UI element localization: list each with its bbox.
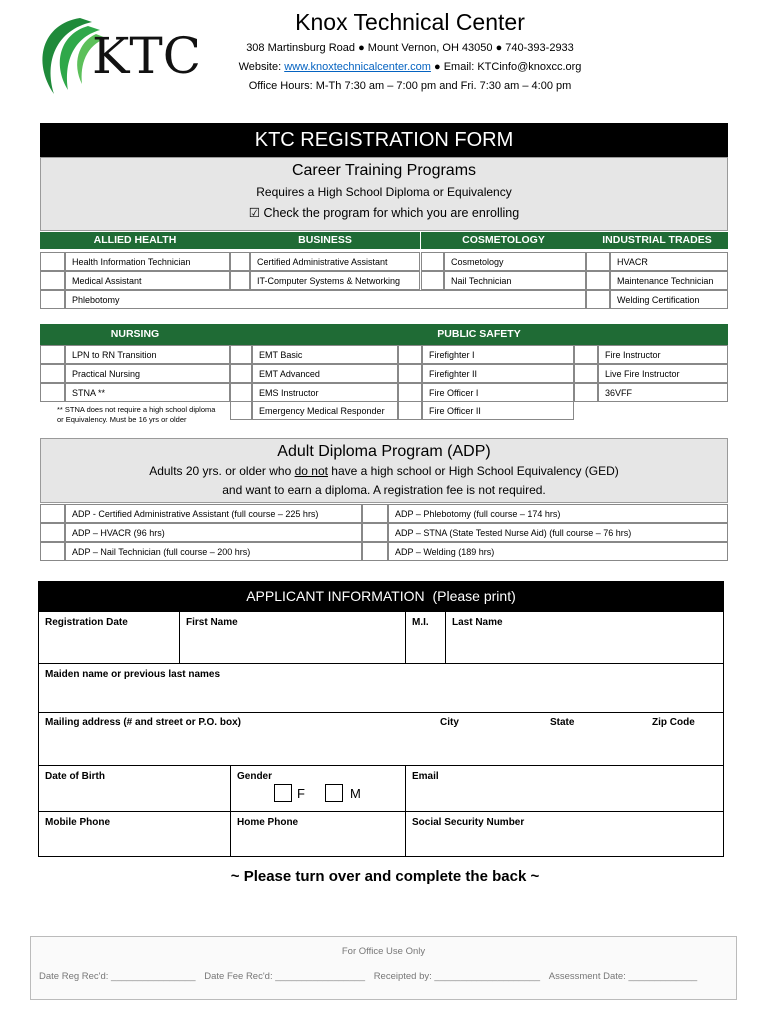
option-adp-left-3: ADP – Nail Technician (full course – 200 hrs) bbox=[65, 542, 362, 561]
registration-date-label: Registration Date bbox=[45, 617, 128, 628]
applicant-title: APPLICANT INFORMATION bbox=[246, 588, 425, 604]
maiden-name-field[interactable] bbox=[39, 664, 723, 713]
option-nursing-2: Practical Nursing bbox=[65, 364, 230, 383]
gender-m-checkbox[interactable] bbox=[325, 784, 343, 802]
mi-field[interactable] bbox=[406, 612, 446, 664]
checkbox-safety-1-2[interactable] bbox=[230, 364, 252, 383]
option-business-2: IT-Computer Systems & Networking bbox=[250, 271, 420, 290]
option-industrial-3: Welding Certification bbox=[610, 290, 728, 309]
adp-line-1u: do not bbox=[294, 464, 328, 478]
header-allied: ALLIED HEALTH bbox=[40, 232, 230, 249]
applicant-title-bar bbox=[38, 581, 724, 611]
gender-f-label: F bbox=[297, 786, 305, 801]
option-safety-2-2: Firefighter II bbox=[422, 364, 574, 383]
header bbox=[225, 8, 595, 96]
checkbox-business-1[interactable] bbox=[230, 252, 250, 271]
option-adp-left-1: ADP - Certified Administrative Assistant (full course – 225 hrs) bbox=[65, 504, 362, 523]
maiden-name-label: Maiden name or previous last names bbox=[45, 669, 221, 680]
dob-label: Date of Birth bbox=[45, 771, 105, 782]
adp-line-1 bbox=[41, 464, 727, 478]
mobile-phone-field[interactable] bbox=[39, 812, 231, 856]
checkbox-safety-1-4[interactable] bbox=[230, 401, 252, 420]
form-title: KTC REGISTRATION FORM bbox=[254, 129, 514, 151]
checkbox-safety-3-1[interactable] bbox=[574, 345, 598, 364]
registration-date-field[interactable] bbox=[39, 612, 180, 664]
website-link[interactable]: www.knoxtechnicalcenter.com bbox=[284, 61, 431, 73]
option-safety-1-3: EMS Instructor bbox=[252, 383, 398, 402]
last-name-field[interactable] bbox=[446, 612, 723, 664]
option-allied-1: Health Information Technician bbox=[65, 252, 230, 271]
checkbox-cosmetology-1[interactable] bbox=[421, 252, 444, 271]
checkbox-safety-1-3[interactable] bbox=[230, 383, 252, 402]
checkbox-adp-right-1[interactable] bbox=[362, 504, 388, 523]
ssn-field[interactable] bbox=[406, 812, 723, 856]
gender-m-label: M bbox=[350, 786, 361, 801]
option-safety-2-4: Fire Officer II bbox=[422, 401, 574, 420]
zip-label: Zip Code bbox=[652, 717, 695, 728]
checkbox-nursing-2[interactable] bbox=[40, 364, 65, 383]
turn-over-note: ~ Please turn over and complete the back ~ bbox=[230, 868, 540, 885]
adp-line-1b: have a high school or High School Equivalency (GED) bbox=[327, 464, 619, 478]
option-allied-3: Phlebotomy bbox=[65, 290, 586, 309]
gender-field bbox=[231, 766, 406, 812]
checkbox-safety-2-2[interactable] bbox=[398, 364, 422, 383]
option-safety-3-1: Fire Instructor bbox=[598, 345, 728, 364]
option-adp-right-1: ADP – Phlebotomy (full course – 174 hrs) bbox=[388, 504, 728, 523]
email-field[interactable] bbox=[406, 766, 723, 812]
option-safety-3-2: Live Fire Instructor bbox=[598, 364, 728, 383]
checkbox-allied-2[interactable] bbox=[40, 271, 65, 290]
option-safety-1-2: EMT Advanced bbox=[252, 364, 398, 383]
adp-line-2: and want to earn a diploma. A registration fee is not required. bbox=[222, 483, 546, 497]
gender-f-checkbox[interactable] bbox=[274, 784, 292, 802]
adp-panel bbox=[40, 438, 728, 503]
checkbox-safety-1-1[interactable] bbox=[230, 345, 252, 364]
checkbox-industrial-1[interactable] bbox=[586, 252, 610, 271]
adp-line-1a: Adults 20 yrs. or older who bbox=[149, 464, 295, 478]
option-business-1: Certified Administrative Assistant bbox=[250, 252, 420, 271]
dob-field[interactable] bbox=[39, 766, 231, 812]
checkbox-safety-2-3[interactable] bbox=[398, 383, 422, 402]
header-nursing: NURSING bbox=[40, 324, 230, 345]
option-safety-1-4: Emergency Medical Responder bbox=[252, 401, 398, 420]
checkbox-adp-right-2[interactable] bbox=[362, 523, 388, 542]
gender-label: Gender bbox=[237, 771, 273, 782]
checkbox-allied-3[interactable] bbox=[40, 290, 65, 309]
header-industrial: INDUSTRIAL TRADES bbox=[586, 232, 728, 249]
applicant-form bbox=[38, 611, 724, 857]
career-instruction bbox=[41, 205, 727, 220]
form-title-bar bbox=[40, 123, 728, 157]
checkbox-safety-2-1[interactable] bbox=[398, 345, 422, 364]
option-cosmetology-2: Nail Technician bbox=[444, 271, 586, 290]
home-phone-field[interactable] bbox=[231, 812, 406, 856]
receipted-field: Receipted by: ____________________ bbox=[373, 971, 541, 982]
option-adp-left-2: ADP – HVACR (96 hrs) bbox=[65, 523, 362, 542]
checkbox-adp-left-2[interactable] bbox=[40, 523, 65, 542]
career-subtitle: Requires a High School Diploma or Equivalency bbox=[256, 185, 512, 199]
date-reg-field: Date Reg Rec'd: ________________ bbox=[39, 971, 196, 982]
option-nursing-1: LPN to RN Transition bbox=[65, 345, 230, 364]
office-use-box bbox=[30, 936, 737, 1000]
option-adp-right-3: ADP – Welding (189 hrs) bbox=[388, 542, 728, 561]
checkbox-adp-left-1[interactable] bbox=[40, 504, 65, 523]
logo-text: KTC bbox=[92, 27, 201, 85]
contact-line bbox=[225, 58, 595, 77]
check-icon: ☑ bbox=[248, 206, 261, 220]
career-title: Career Training Programs bbox=[291, 162, 477, 179]
checkbox-adp-right-3[interactable] bbox=[362, 542, 388, 561]
email-text: ● Email: KTCinfo@knoxcc.org bbox=[434, 61, 582, 73]
date-fee-field: Date Fee Rec'd: _________________ bbox=[204, 971, 366, 982]
checkbox-safety-2-4[interactable] bbox=[398, 401, 422, 420]
checkbox-allied-1[interactable] bbox=[40, 252, 65, 271]
ktc-logo bbox=[30, 14, 215, 104]
mi-label: M.I. bbox=[412, 617, 429, 628]
last-name-label: Last Name bbox=[452, 617, 503, 628]
option-safety-2-1: Firefighter I bbox=[422, 345, 574, 364]
office-fields bbox=[39, 971, 736, 982]
website-label: Website: bbox=[238, 61, 282, 73]
checkbox-business-2[interactable] bbox=[230, 271, 250, 290]
option-safety-3-3: 36VFF bbox=[598, 383, 728, 402]
stna-note: ** STNA does not require a high school diploma or Equivalency. Must be 16 yrs or older bbox=[57, 405, 216, 424]
checkbox-adp-left-3[interactable] bbox=[40, 542, 65, 561]
checkbox-cosmetology-2[interactable] bbox=[421, 271, 444, 290]
option-safety-2-3: Fire Officer I bbox=[422, 383, 574, 402]
option-industrial-2: Maintenance Technician bbox=[610, 271, 728, 290]
address-line: 308 Martinsburg Road ● Mount Vernon, OH 43050 ● 740-393-2933 bbox=[246, 42, 574, 54]
ssn-label: Social Security Number bbox=[412, 817, 525, 828]
email-label: Email bbox=[412, 771, 439, 782]
option-adp-right-2: ADP – STNA (State Tested Nurse Aid) (full course – 76 hrs) bbox=[388, 523, 728, 542]
org-name: Knox Technical Center bbox=[295, 9, 525, 35]
adp-title: Adult Diploma Program (ADP) bbox=[277, 443, 491, 460]
checkbox-safety-3-2[interactable] bbox=[574, 364, 598, 383]
option-safety-1-1: EMT Basic bbox=[252, 345, 398, 364]
first-name-field[interactable] bbox=[180, 612, 406, 664]
header-public-safety: PUBLIC SAFETY bbox=[230, 324, 728, 345]
checkbox-nursing-1[interactable] bbox=[40, 345, 65, 364]
option-nursing-3: STNA ** bbox=[65, 383, 230, 402]
career-panel bbox=[40, 157, 728, 231]
checkbox-safety-3-3[interactable] bbox=[574, 383, 598, 402]
header-business: BUSINESS bbox=[230, 232, 420, 249]
assessment-field: Assessment Date: _____________ bbox=[548, 971, 698, 982]
office-hours: Office Hours: M-Th 7:30 am – 7:00 pm and Fri. 7:30 am – 4:00 pm bbox=[248, 80, 572, 92]
mailing-address-label: Mailing address (# and street or P.O. box) bbox=[45, 717, 241, 728]
city-label: City bbox=[440, 717, 459, 728]
option-allied-2: Medical Assistant bbox=[65, 271, 230, 290]
office-title: For Office Use Only bbox=[341, 946, 426, 957]
checkbox-industrial-3[interactable] bbox=[586, 290, 610, 309]
instruction-text: Check the program for which you are enrolling bbox=[263, 206, 520, 220]
header-cosmetology: COSMETOLOGY bbox=[421, 232, 586, 249]
option-industrial-1: HVACR bbox=[610, 252, 728, 271]
first-name-label: First Name bbox=[186, 617, 238, 628]
checkbox-nursing-3[interactable] bbox=[40, 383, 65, 402]
applicant-title-note: (Please print) bbox=[432, 588, 516, 604]
option-cosmetology-1: Cosmetology bbox=[444, 252, 586, 271]
mobile-phone-label: Mobile Phone bbox=[45, 817, 110, 828]
home-phone-label: Home Phone bbox=[237, 817, 299, 828]
state-label: State bbox=[550, 717, 575, 728]
checkbox-industrial-2[interactable] bbox=[586, 271, 610, 290]
